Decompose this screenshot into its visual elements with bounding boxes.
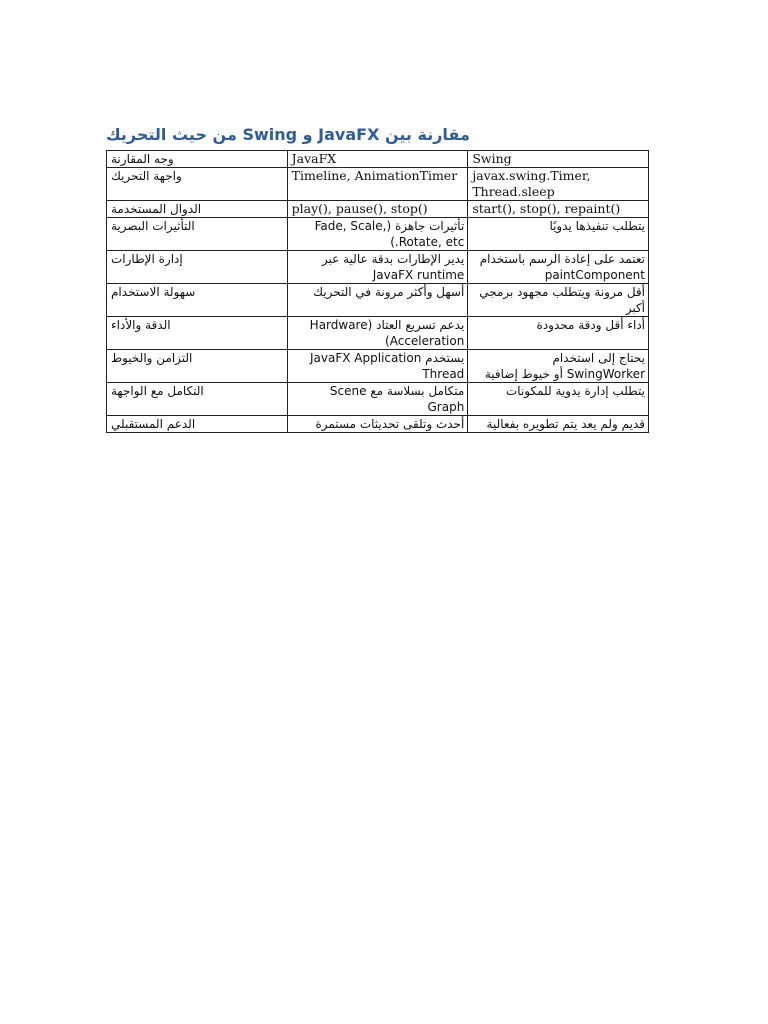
feature-cell: الدعم المستقبلي <box>107 416 288 433</box>
javafx-cell: يستخدم JavaFX Application Thread <box>287 350 468 383</box>
javafx-cell: متكامل بسلاسة مع Scene Graph <box>287 383 468 416</box>
feature-cell: واجهة التحريك <box>107 168 288 201</box>
table-row <box>107 383 649 416</box>
table-row <box>107 201 649 218</box>
javafx-cell: أحدث وتلقى تحديثات مستمرة <box>287 416 468 433</box>
feature-cell: الدقة والأداء <box>107 317 288 350</box>
javafx-cell: play(), pause(), stop() <box>287 201 468 218</box>
swing-cell: أداء أقل ودقة محدودة <box>468 317 649 350</box>
javafx-cell: تأثيرات جاهزة (Fade, Scale, Rotate, etc.) <box>287 218 468 251</box>
table-row <box>107 251 649 284</box>
feature-cell: إدارة الإطارات <box>107 251 288 284</box>
swing-cell: javax.swing.Timer, Thread.sleep <box>468 168 649 201</box>
swing-cell: يحتاج إلى استخدام SwingWorker أو خيوط إضافية <box>468 350 649 383</box>
javafx-cell: يدير الإطارات بدقة عالية عبر JavaFX runtime <box>287 251 468 284</box>
swing-cell: يتطلب تنفيذها يدويًا <box>468 218 649 251</box>
swing-cell: يتطلب إدارة يدوية للمكونات <box>468 383 649 416</box>
swing-cell: تعتمد على إعادة الرسم باستخدام paintComponent <box>468 251 649 284</box>
feature-cell: التزامن والخيوط <box>107 350 288 383</box>
swing-cell: أقل مرونة ويتطلب مجهود برمجي أكبر <box>468 284 649 317</box>
header-cell-swing: Swing <box>468 151 649 168</box>
table-row <box>107 350 649 383</box>
javafx-cell: أسهل وأكثر مرونة في التحريك <box>287 284 468 317</box>
swing-cell: start(), stop(), repaint() <box>468 201 649 218</box>
javafx-cell: يدعم تسريع العتاد (Hardware Acceleration) <box>287 317 468 350</box>
comparison-table <box>106 150 649 433</box>
table-row <box>107 284 649 317</box>
table-row <box>107 168 649 201</box>
table-header-row <box>107 151 649 168</box>
swing-cell: قديم ولم يعد يتم تطويره بفعالية <box>468 416 649 433</box>
header-cell-javafx: JavaFX <box>287 151 468 168</box>
header-cell-feature: وجه المقارنة <box>107 151 288 168</box>
feature-cell: سهولة الاستخدام <box>107 284 288 317</box>
feature-cell: التكامل مع الواجهة <box>107 383 288 416</box>
table-row <box>107 317 649 350</box>
document-title: مقارنة بين JavaFX و Swing من حيث التحريك <box>106 125 470 144</box>
table-row <box>107 416 649 433</box>
feature-cell: الدوال المستخدمة <box>107 201 288 218</box>
javafx-cell: Timeline, AnimationTimer <box>287 168 468 201</box>
feature-cell: التأثيرات البصرية <box>107 218 288 251</box>
table-row <box>107 218 649 251</box>
